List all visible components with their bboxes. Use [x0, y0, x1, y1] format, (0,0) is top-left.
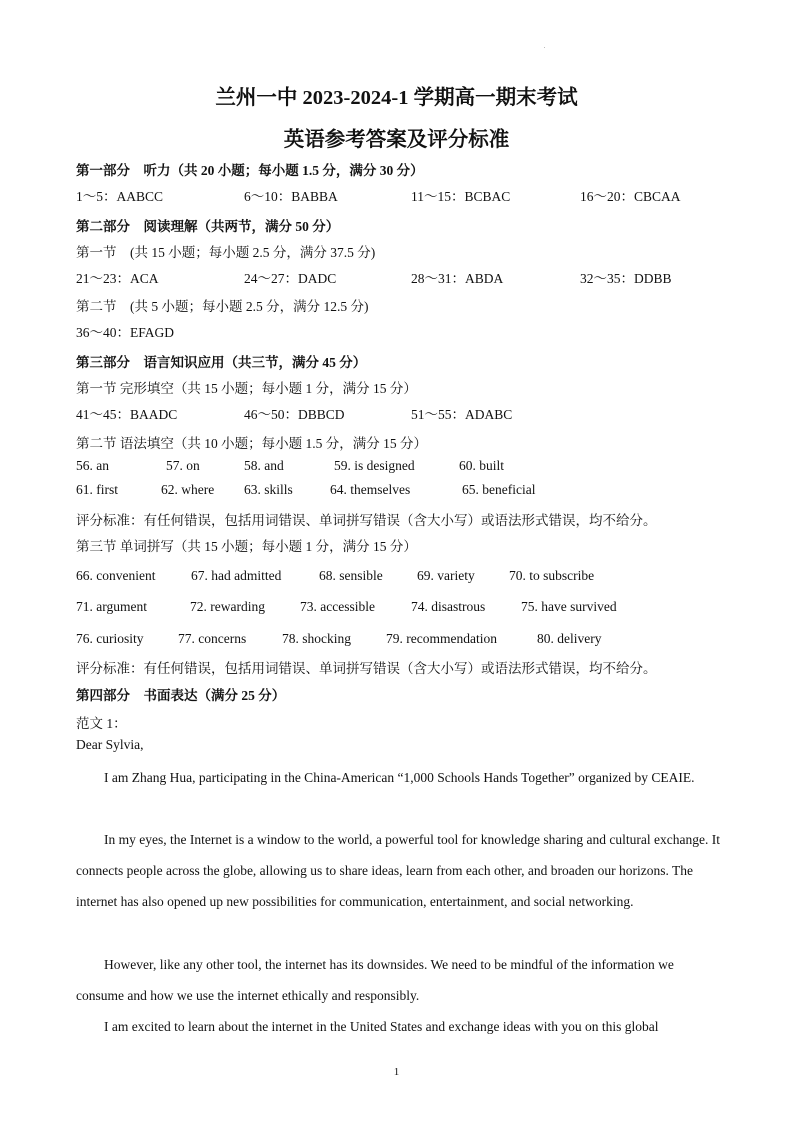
part3-section3-heading: 第三节 单词拼写（共 15 小题；每小题 1 分，满分 15 分）: [76, 539, 417, 554]
page-number: 1: [393, 1066, 400, 1078]
answer-item: 57. on: [166, 458, 200, 473]
part2-section2-heading: 第二节 (共 5 小题；每小题 2.5 分，满分 12.5 分): [76, 299, 369, 314]
scoring-criteria: 评分标准：有任何错误，包括用词错误、单词拼写错误（含大小写）或语法形式错误，均不给分。: [76, 661, 657, 676]
letter-paragraph: However, like any other tool, the internet has its downsides. We need to be mindful of the information we consume and how we use the internet ethically and responsibly.: [76, 957, 674, 1004]
answer-item: 69. variety: [417, 568, 475, 583]
answer-group: 36～40：EFAGD: [76, 325, 175, 340]
answer-item: 56. an: [76, 458, 109, 473]
part4-heading: 第四部分 书面表达（满分 25 分）: [76, 688, 286, 703]
part1-heading: 第一部分 听力（共 20 小题；每小题 1.5 分，满分 30 分）: [76, 163, 424, 178]
document-subtitle: 英语参考答案及评分标准: [283, 129, 510, 151]
part3-section1-heading: 第一节 完形填空（共 15 小题；每小题 1 分，满分 15 分）: [76, 381, 417, 396]
answer-group: 46～50：DBBCD: [244, 407, 345, 422]
answer-item: 64. themselves: [330, 482, 411, 497]
document-title: 兰州一中 2023-2024-1 学期高一期末考试: [215, 87, 578, 109]
letter-paragraph: I am excited to learn about the internet in the United States and exchange ideas with you on this global: [104, 1019, 659, 1034]
answer-group: 51～55：ADABC: [411, 407, 513, 422]
answer-item: 62. where: [161, 482, 215, 497]
answer-group: 21～23：ACA: [76, 271, 159, 286]
answer-item: 72. rewarding: [190, 599, 265, 614]
answer-group: 41～45：BAADC: [76, 407, 178, 422]
answer-group: 11～15：BCBAC: [411, 189, 511, 204]
part2-heading: 第二部分 阅读理解（共两节，满分 50 分）: [76, 219, 340, 234]
answer-item: 73. accessible: [300, 599, 375, 614]
letter-paragraph: In my eyes, the Internet is a window to the world, a powerful tool for knowledge sharing and cultural exchange. It connects people across the globe, allowing us to share ideas, learn from each other, and broaden our horizons. The internet has also opened up new possibilities for communication, entertainment, and social networking.: [76, 832, 720, 910]
answer-item: 79. recommendation: [386, 631, 497, 646]
answer-group: 6～10：BABBA: [244, 189, 338, 204]
letter-salutation: Dear Sylvia,: [76, 737, 144, 752]
answer-item: 71. argument: [76, 599, 147, 614]
part3-section2-heading: 第二节 语法填空（共 10 小题；每小题 1.5 分，满分 15 分）: [76, 436, 427, 451]
part3-heading: 第三部分 语言知识应用（共三节，满分 45 分）: [76, 355, 367, 370]
answer-group: 1～5：AABCC: [76, 189, 164, 204]
answer-item: 68. sensible: [319, 568, 383, 583]
answer-group: 24～27：DADC: [244, 271, 337, 286]
scan-dot: [544, 47, 545, 48]
answer-item: 63. skills: [244, 482, 293, 497]
sample-label: 范文 1：: [76, 716, 127, 731]
answer-item: 80. delivery: [537, 631, 602, 646]
scoring-criteria: 评分标准：有任何错误，包括用词错误、单词拼写错误（含大小写）或语法形式错误，均不给分。: [76, 513, 657, 528]
part2-section1-heading: 第一节 (共 15 小题；每小题 2.5 分，满分 37.5 分): [76, 245, 376, 260]
answer-item: 65. beneficial: [462, 482, 536, 497]
answer-item: 78. shocking: [282, 631, 351, 646]
answer-item: 58. and: [244, 458, 284, 473]
answer-group: 32～35：DDBB: [580, 271, 672, 286]
answer-item: 61. first: [76, 482, 118, 497]
answer-item: 74. disastrous: [411, 599, 486, 614]
answer-item: 75. have survived: [521, 599, 617, 614]
answer-item: 70. to subscribe: [509, 568, 595, 583]
letter-paragraph: I am Zhang Hua, participating in the China-American “1,000 Schools Hands Together” organized by CEAIE.: [104, 770, 695, 785]
answer-item: 59. is designed: [334, 458, 415, 473]
answer-group: 28～31：ABDA: [411, 271, 504, 286]
answer-item: 66. convenient: [76, 568, 156, 583]
answer-group: 16～20：CBCAA: [580, 189, 681, 204]
answer-item: 67. had admitted: [191, 568, 282, 583]
answer-item: 60. built: [459, 458, 505, 473]
answer-item: 76. curiosity: [76, 631, 144, 646]
answer-item: 77. concerns: [178, 631, 247, 646]
